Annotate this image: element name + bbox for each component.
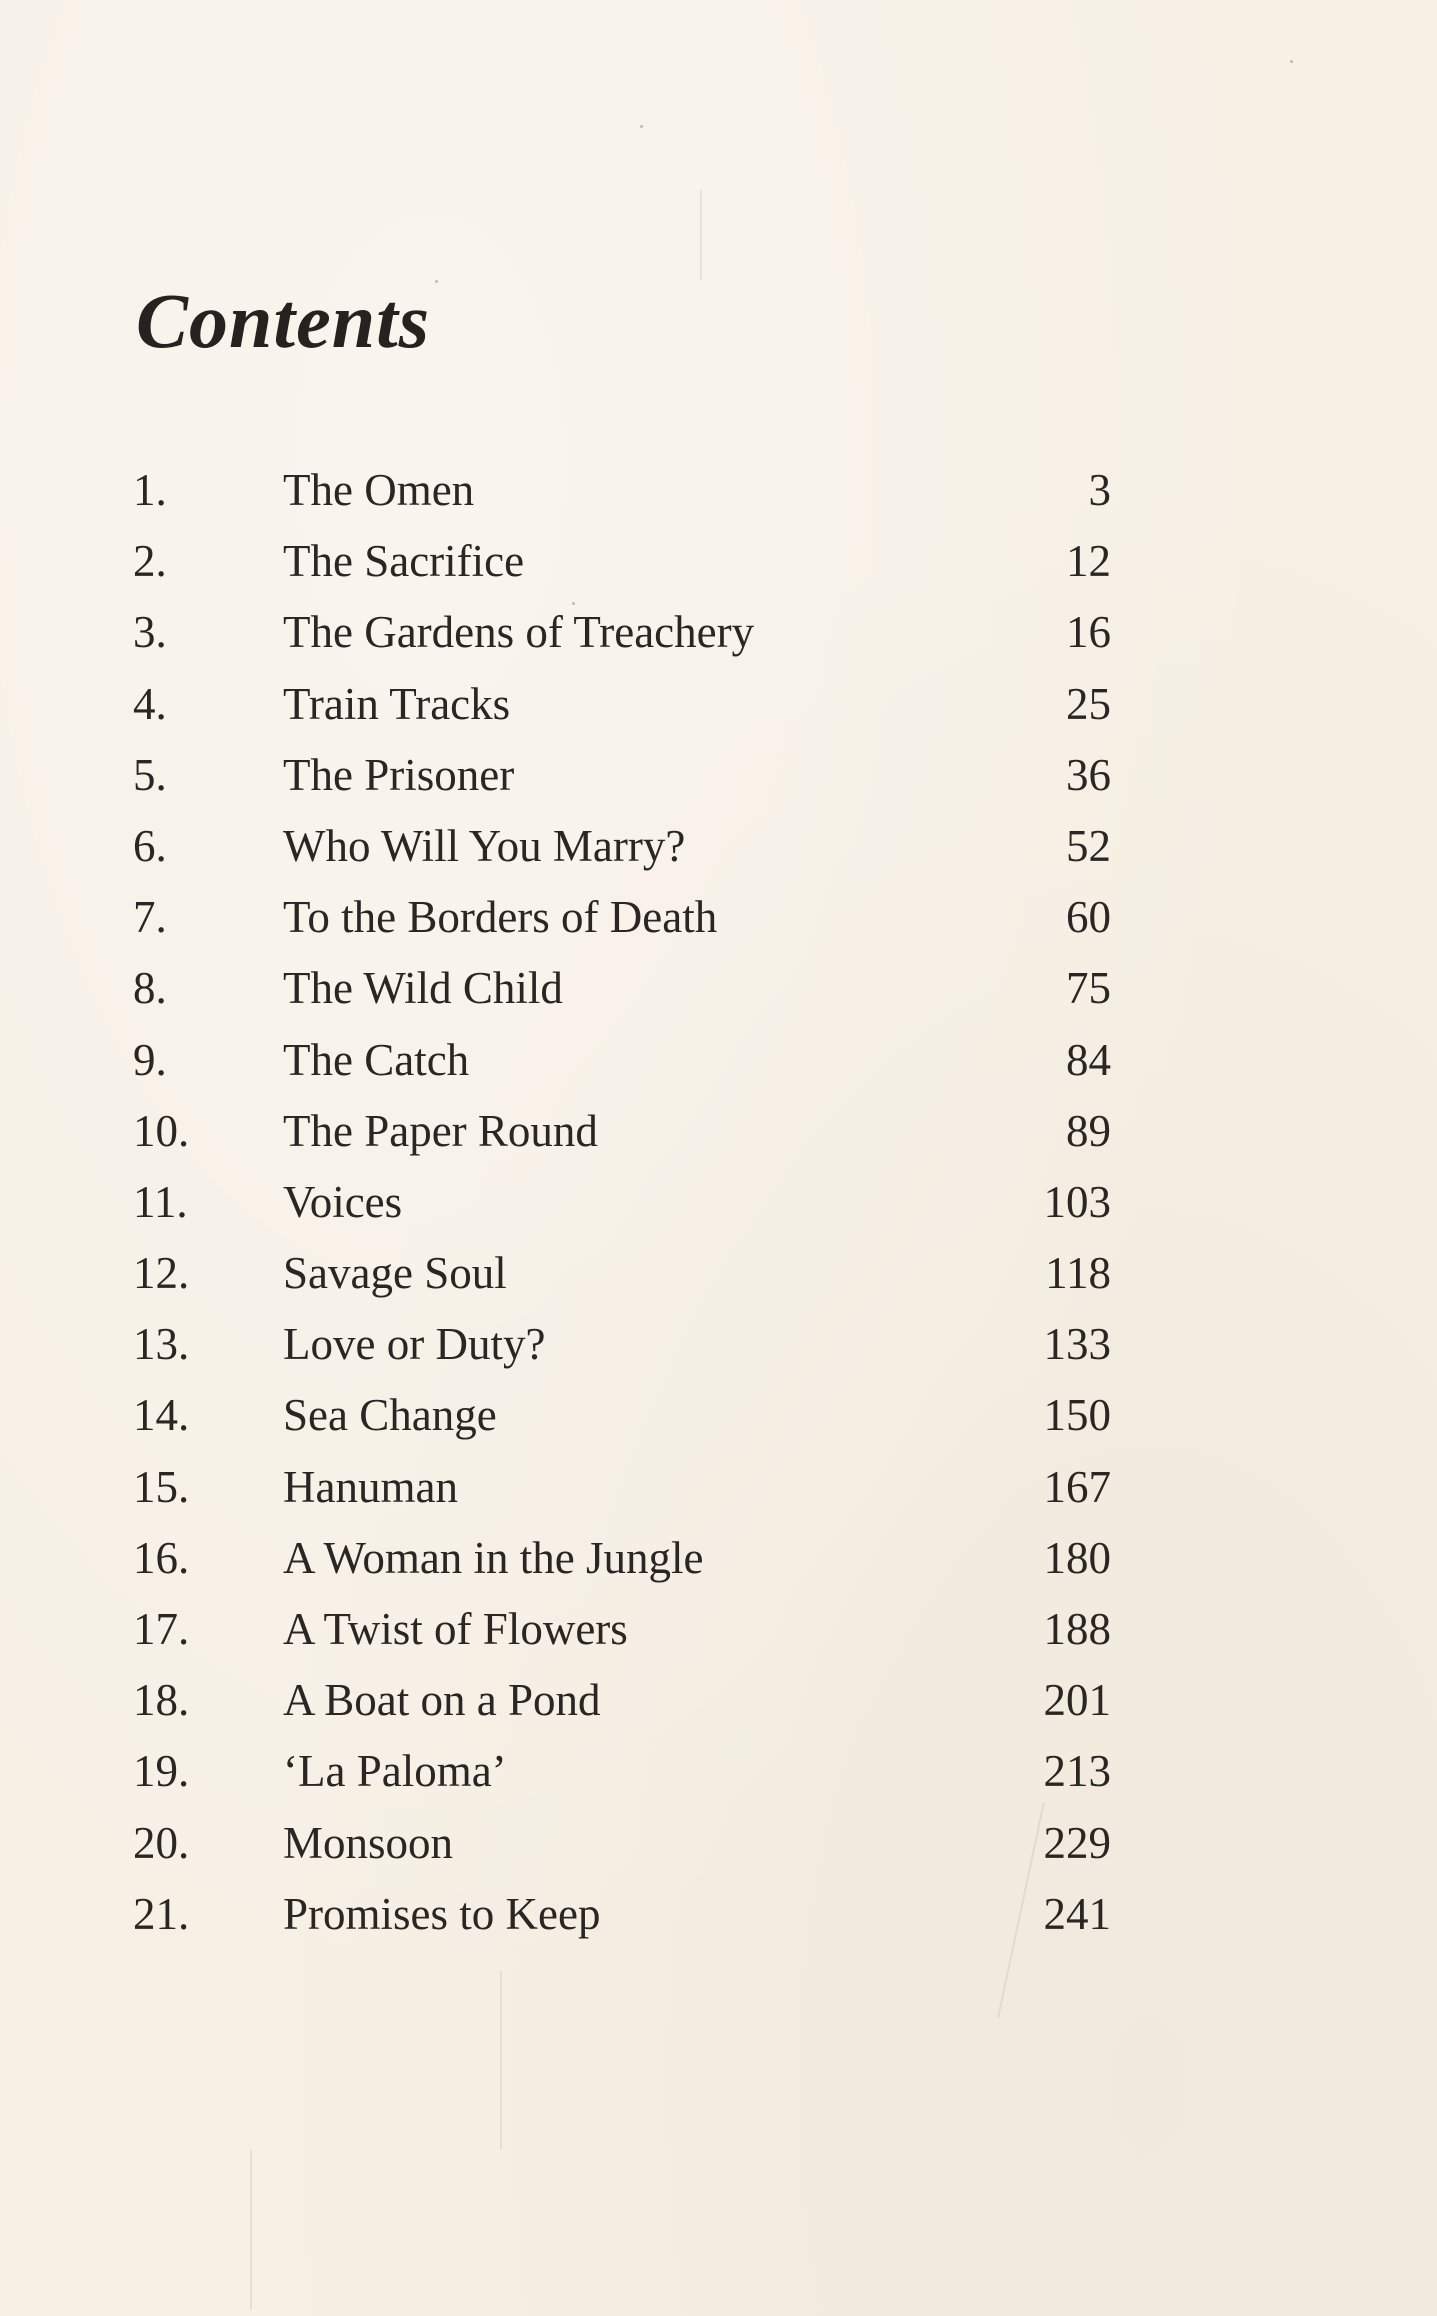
chapter-title: The Paper Round (283, 1105, 598, 1156)
paper-blemish (700, 190, 702, 280)
page-number: 180 (1043, 1532, 1111, 1583)
chapter-number: 16. (133, 1532, 190, 1583)
chapter-title: Savage Soul (283, 1248, 507, 1299)
page-number: 84 (1066, 1034, 1111, 1085)
chapter-title: The Prisoner (283, 749, 515, 800)
chapter-title: Sea Change (283, 1390, 497, 1441)
page-number: 36 (1066, 749, 1111, 800)
chapter-title: The Sacrifice (283, 536, 525, 587)
chapter-number: 7. (133, 892, 167, 943)
chapter-number: 3. (133, 607, 167, 658)
chapter-number: 21. (133, 1888, 190, 1939)
toc-entry (0, 953, 1437, 1024)
page-number: 75 (1066, 963, 1111, 1014)
paper-blemish (250, 2150, 252, 2310)
toc-entry (0, 1594, 1437, 1665)
chapter-number: 14. (133, 1390, 190, 1441)
toc-entry (0, 1665, 1437, 1736)
page-number: 213 (1043, 1746, 1111, 1797)
chapter-number: 1. (133, 465, 167, 515)
toc-entry (0, 1736, 1437, 1807)
chapter-number: 4. (133, 678, 167, 729)
toc-entry (0, 1167, 1437, 1238)
page-number: 89 (1066, 1105, 1111, 1156)
chapter-number: 6. (133, 820, 167, 871)
chapter-number: 20. (133, 1817, 190, 1868)
chapter-number: 17. (133, 1604, 190, 1654)
chapter-title: A Woman in the Jungle (283, 1532, 704, 1583)
page-number: 188 (1043, 1604, 1111, 1654)
chapter-title: Hanuman (283, 1461, 458, 1512)
page-number: 241 (1043, 1888, 1111, 1939)
chapter-number: 8. (133, 963, 167, 1014)
page-number: 150 (1043, 1390, 1111, 1441)
toc-entry (0, 1025, 1437, 1096)
chapter-number: 18. (133, 1675, 190, 1726)
toc-entry (0, 740, 1437, 811)
paper-blemish (500, 1970, 502, 2150)
chapter-title: The Omen (283, 465, 475, 515)
chapter-title: Promises to Keep (283, 1888, 601, 1939)
page-number: 103 (1043, 1176, 1111, 1227)
chapter-title: A Boat on a Pond (283, 1675, 601, 1726)
chapter-title: Love or Duty? (283, 1319, 546, 1370)
chapter-title: The Catch (283, 1034, 470, 1085)
paper-speck (1290, 60, 1293, 63)
chapter-number: 2. (133, 536, 167, 587)
chapter-number: 15. (133, 1461, 190, 1512)
chapter-title: Voices (283, 1176, 403, 1227)
chapter-number: 12. (133, 1248, 190, 1299)
chapter-title: Who Will You Marry? (283, 820, 686, 871)
page-number: 167 (1043, 1461, 1111, 1512)
toc-entry (0, 882, 1437, 953)
paper-speck (640, 125, 643, 128)
chapter-title: A Twist of Flowers (283, 1604, 628, 1654)
page-title: Contents (136, 277, 431, 364)
table-of-contents (0, 455, 1437, 1950)
page-number: 201 (1043, 1675, 1111, 1726)
chapter-number: 5. (133, 749, 167, 800)
toc-entry (0, 1096, 1437, 1167)
page-number: 60 (1066, 892, 1111, 943)
page-number: 52 (1066, 820, 1111, 871)
page-number: 16 (1066, 607, 1111, 658)
page-number: 229 (1043, 1817, 1111, 1868)
page-number: 12 (1066, 536, 1111, 587)
toc-entry (0, 669, 1437, 740)
chapter-title: ‘La Paloma’ (283, 1746, 507, 1797)
toc-entry (0, 1808, 1437, 1879)
chapter-title: Train Tracks (283, 678, 511, 729)
toc-entry (0, 526, 1437, 597)
chapter-number: 13. (133, 1319, 190, 1370)
toc-entry (0, 1238, 1437, 1309)
paper-speck (435, 280, 438, 283)
toc-entry (0, 597, 1437, 668)
toc-entry (0, 1523, 1437, 1594)
toc-entry (0, 1452, 1437, 1523)
toc-entry (0, 1380, 1437, 1451)
chapter-title: To the Borders of Death (283, 892, 718, 943)
toc-entry (0, 455, 1437, 526)
page-number: 25 (1066, 678, 1111, 729)
toc-entry (0, 1309, 1437, 1380)
chapter-number: 10. (133, 1105, 190, 1156)
page-number: 118 (1045, 1248, 1111, 1299)
page-number: 133 (1043, 1319, 1111, 1370)
chapter-title: The Gardens of Treachery (283, 607, 755, 658)
toc-entry (0, 1879, 1437, 1950)
page-number: 3 (1088, 465, 1111, 515)
chapter-number: 19. (133, 1746, 190, 1797)
toc-entry (0, 811, 1437, 882)
chapter-title: The Wild Child (283, 963, 563, 1014)
chapter-number: 11. (133, 1176, 188, 1227)
chapter-number: 9. (133, 1034, 167, 1085)
chapter-title: Monsoon (283, 1817, 454, 1868)
